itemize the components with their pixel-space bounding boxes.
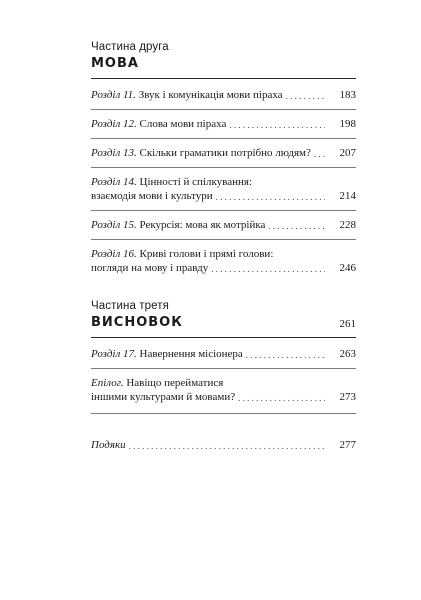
chapter-label: Розділ 14. [91,176,137,188]
entry-divider [91,239,356,240]
entry-divider [91,368,356,369]
chapter-label: Розділ 15. [91,219,137,231]
toc-entry-chapter-12[interactable] [91,117,356,131]
page-number: 277 [339,439,356,451]
chapter-title: Слова мови піраха [139,118,227,130]
page-number: 246 [339,262,356,274]
toc-entry-acknowledgements[interactable] [91,438,356,452]
page-number: 261 [339,318,356,330]
chapter-title: Звук і комунікація мови піраха [138,89,283,101]
page-number: 273 [339,391,356,403]
page-number: 228 [339,219,356,231]
part-three-heading[interactable] [91,315,356,331]
page-number: 198 [339,118,356,130]
dot-leader [211,263,325,275]
chapter-title: Навернення місіонера [139,348,243,360]
toc-entry-chapter-15[interactable] [91,218,356,232]
entry-divider [91,210,356,211]
entry-divider [91,167,356,168]
dot-leader [314,148,325,160]
dot-leader [286,90,325,102]
chapter-label: Розділ 11. [91,89,136,101]
dot-leader [238,392,325,404]
toc-entry-epilogue[interactable] [91,376,356,404]
part-two-title: МОВА [91,56,139,71]
chapter-title-line-1: Цінності й спілкування: [139,176,253,188]
toc-entry-chapter-11[interactable] [91,88,356,102]
page-number: 263 [339,348,356,360]
part-two-label: Частина друга [91,41,169,53]
dot-leader [229,119,325,131]
epilogue-title-line-1: Навіщо перейматися [126,377,224,389]
acknowledgements-label: Подяки [91,439,126,451]
dot-leader [246,349,325,361]
chapter-label: Розділ 17. [91,348,137,360]
chapter-title-line-1: Криві голови і прямі голови: [139,248,274,260]
chapter-label: Розділ 16. [91,248,137,260]
toc-entry-chapter-17[interactable] [91,347,356,361]
epilogue-title-line-2: іншими культурами й мовами? [91,391,236,403]
page-number: 207 [339,147,356,159]
part-three-label: Частина третя [91,300,169,312]
toc-entry-chapter-13[interactable] [91,146,356,160]
dot-leader [129,440,325,452]
page-number: 214 [339,190,356,202]
entry-divider [91,413,356,414]
chapter-title: Скільки граматики потрібно людям? [139,147,311,159]
dot-leader [216,191,325,203]
toc-entry-chapter-14[interactable] [91,175,356,203]
chapter-label: Розділ 12. [91,118,137,130]
chapter-label: Розділ 13. [91,147,137,159]
part-three-title: ВИСНОВОК [91,315,183,330]
table-of-contents [91,40,356,452]
entry-divider [91,138,356,139]
dot-leader [268,220,325,232]
toc-entry-chapter-16[interactable] [91,247,356,275]
chapter-title: Рекурсія: мова як мотрійка [139,219,266,231]
chapter-title-line-2: взаємодія мови і культури [91,190,213,202]
chapter-title-line-2: погляди на мову і правду [91,262,209,274]
entry-divider [91,109,356,110]
epilogue-label: Епілог. [91,377,124,389]
page-number: 183 [339,89,356,101]
